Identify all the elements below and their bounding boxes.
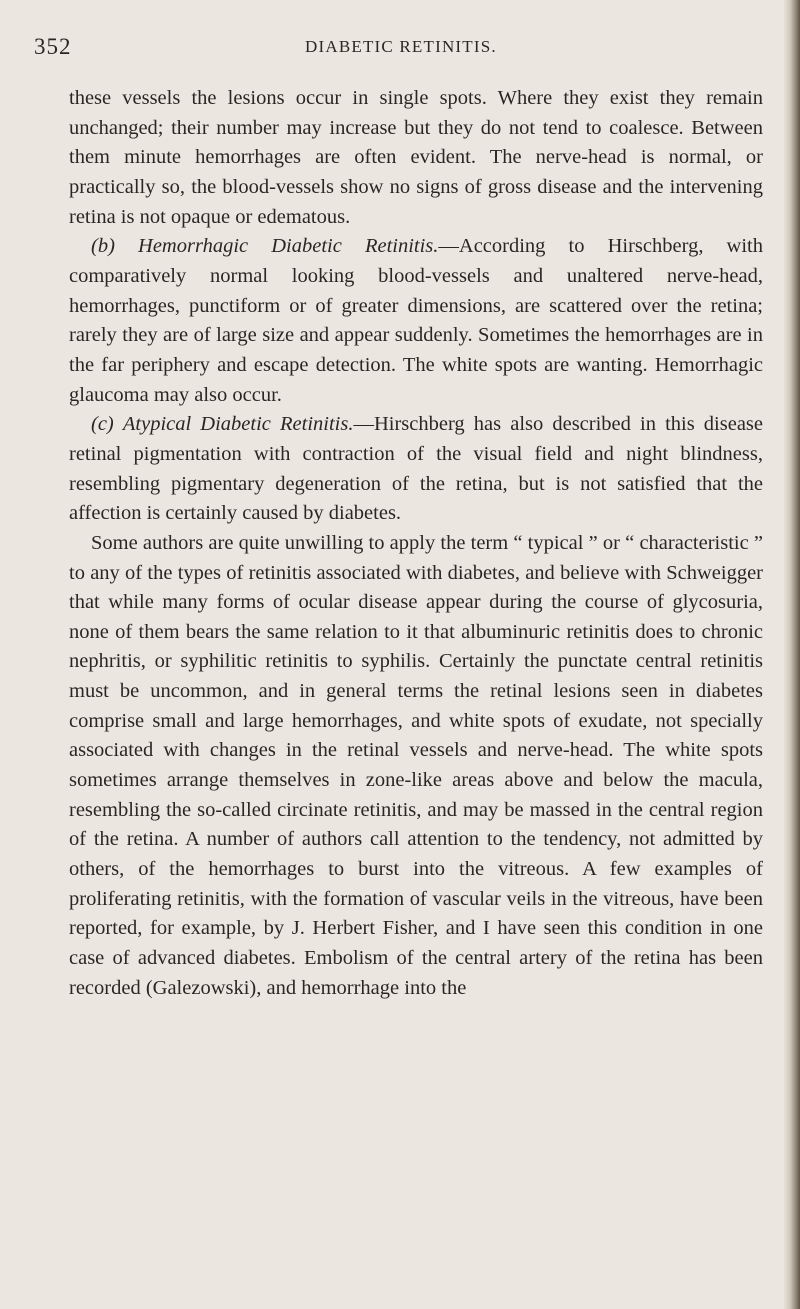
paragraph-text: Some authors are quite unwilling to apply the term “ typical ” or “ characteristic ” to any of the types of retinitis associated with diabetes, and believe with Schweigger that while many forms of ocular disease appear during the course of glycosuria, none of them bears the same relation to it that albuminuric retinitis does to chronic nephritis, or syphilitic retinitis to syphilis. Certainly the punctate central retinitis must be uncommon, and in general terms the retinal lesions seen in diabetes comprise small and large hemorrhages, and white spots of exudate, not specially associated with changes in the retinal vessels and nerve-head. The white spots sometimes arrange themselves in zone-like areas above and below the macula, resembling the so-called circinate retinitis, and may be massed in the central region of the retina. A number of authors call attention to the tendency, not admitted by others, of the hemorrhages to burst into the vitreous. A few examples of proliferating retinitis, with the formation of vascular veils in the vitreous, have been reported, for example, by J. Herbert Fisher, and I have seen this condition in one case of advanced diabetes. Embolism of the central artery of the retina has been recorded (Galezowski), and hemorrhage into the bbox=[69, 531, 763, 999]
section-heading: Hemorrhagic Diabetic Retinitis. bbox=[138, 235, 439, 258]
paragraph-atypical bbox=[69, 410, 763, 529]
page-number: 352 bbox=[34, 34, 72, 59]
paragraph-hemorrhagic bbox=[69, 232, 763, 410]
paragraph-general-discussion bbox=[69, 529, 763, 1004]
section-label: (c) bbox=[91, 413, 114, 436]
section-label: (b) bbox=[91, 235, 115, 258]
page-edge-shadow bbox=[784, 0, 800, 1309]
paragraph-text: —Hirschberg has also described in this disease retinal pigmentation with contraction of the visual field and night blindness, resembling pigmentary degeneration of the retina, but is not satisfied that the affection is certainly caused by diabetes. bbox=[69, 413, 764, 525]
running-head bbox=[0, 34, 800, 64]
section-heading: Atypical Diabetic Retinitis. bbox=[122, 413, 354, 436]
body-text bbox=[69, 84, 763, 1003]
running-head-title: DIABETIC RETINITIS. bbox=[305, 37, 497, 56]
paragraph-text: these vessels the lesions occur in single spots. Where they exist they remain unchanged; their number may increase but they do not tend to coalesce. Between them minute hemorrhages are often evident. The nerve-head is normal, or practically so, the blood-vessels show no signs of gross disease and the intervening retina is not opaque or edematous. bbox=[69, 87, 763, 228]
paragraph-continuation bbox=[69, 84, 763, 232]
paragraph-text: —According to Hirschberg, with comparatively normal looking blood-vessels and unaltered nerve-head, hemorrhages, punctiform or of greater dimensions, are scattered over the retina; rarely they are of large size and appear suddenly. Sometimes the hemorrhages are in the far periphery and escape detection. The white spots are wanting. Hemorrhagic glaucoma may also occur. bbox=[69, 235, 764, 406]
